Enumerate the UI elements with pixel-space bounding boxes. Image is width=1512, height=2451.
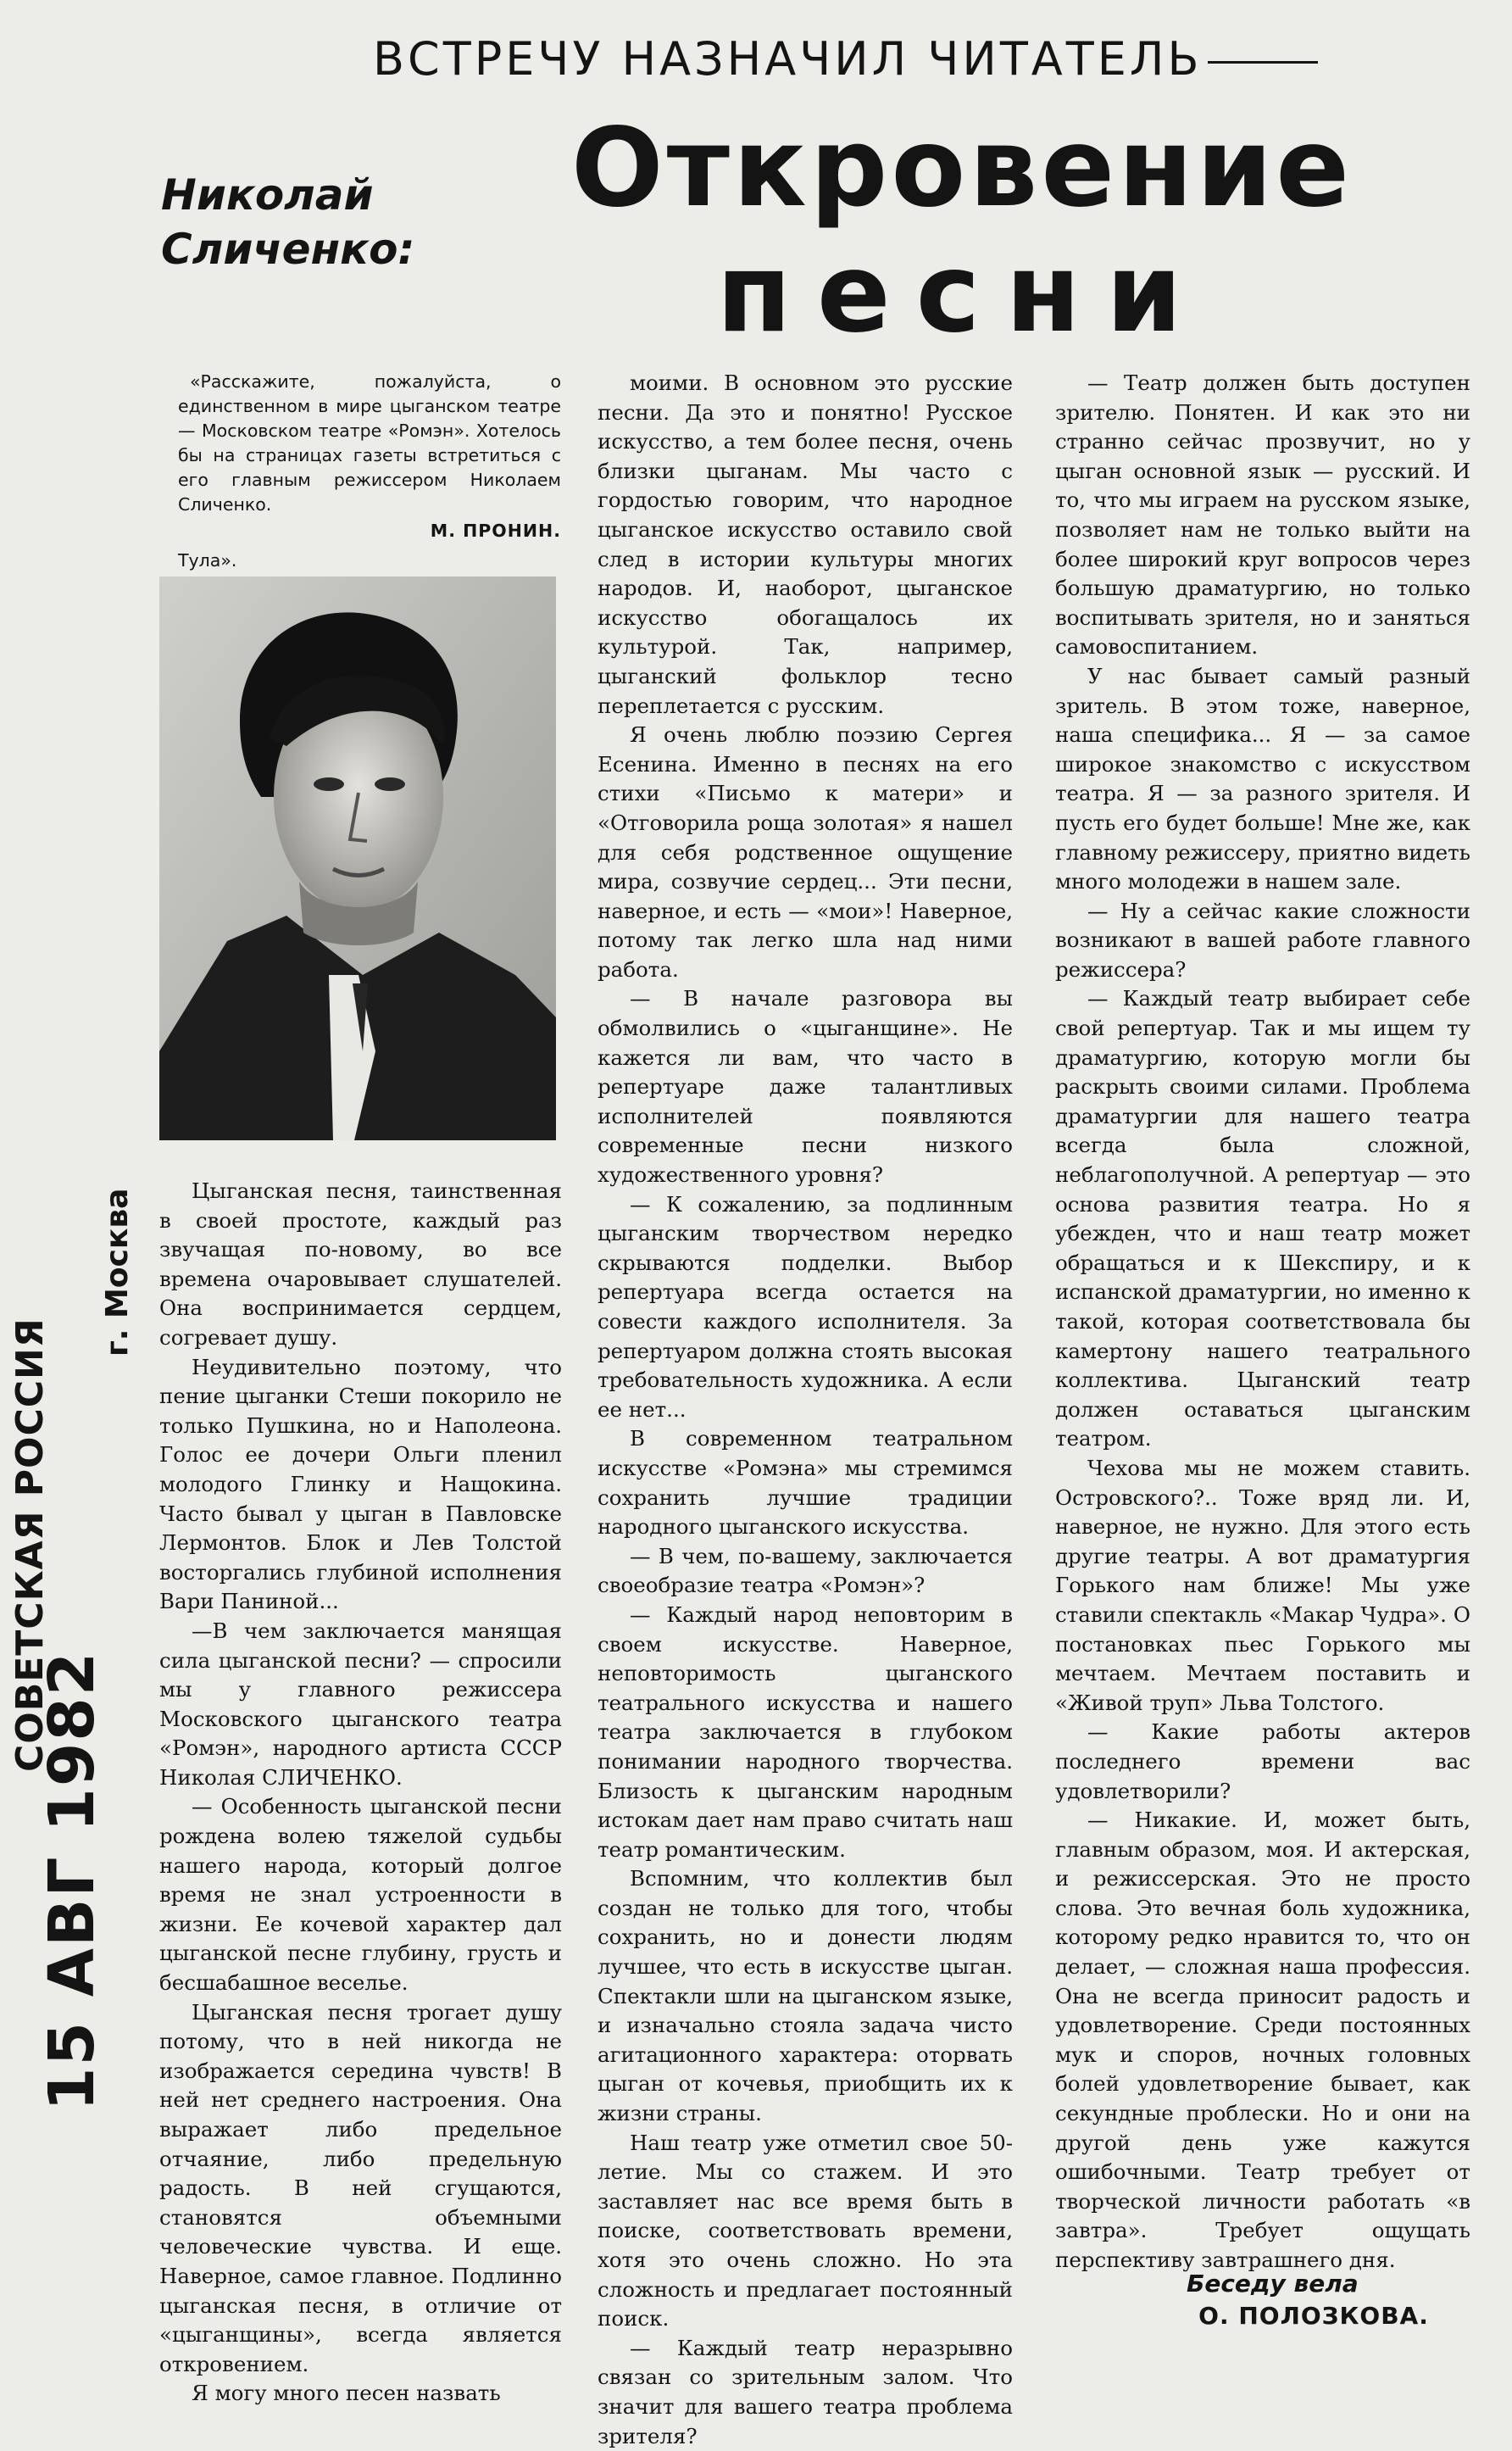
reader-letter [178,370,561,573]
paragraph: — Театр должен быть доступен зрителю. Понятен. И как это ни странно сейчас прозвучит, но у цыган основной язык — русский. И то, что мы играем на русском языке, позволяет нам не только выйти на более широкий круг вопросов через большую драматургию, но только воспитывать зрителя, но и заняться самовоспитанием. [1055,370,1470,660]
paragraph: — В чем, по-вашему, заключается своеобразие театра «Ромэн»? [598,1543,1013,1598]
stamp-date: 15 АВГ 1982 [36,1650,108,2111]
column-1 [159,1177,562,2409]
paragraph: — Каждый театр выбирает себе свой репертуар. Так и мы ищем ту драматургию, которую могли бы раскрыть своими силами. Проблема драматургии для нашего театра всегда была сложной, неблагополучной. А репертуар — это основа развития театра. Но я убежден, что и наш театр может обращаться и к Шекспиру, и к испанской драматургии, но именно к такой, которая соответствовала бы камертону нашего театрального коллектива. Цыганский театр должен оставаться цыганским театром. [1055,986,1470,1451]
name-line-last: Сличенко: [161,225,415,274]
kicker-text: ВСТРЕЧУ НАЗНАЧИЛ ЧИТАТЕЛЬ [373,32,1203,86]
interviewee-name [161,168,414,276]
paragraph: Я могу много песен назвать [192,2381,501,2406]
paragraph: В современном театральном искусстве «Ромэна» мы стремимся сохранить лучшие традиции народного цыганского искусства. [598,1426,1013,1540]
paragraph: — Ну а сейчас какие сложности возникают в вашей работе главного режиссера? [1055,898,1470,982]
paragraph: — Каждый народ неповторим в своем искусстве. Наверное, неповторимость цыганского театрального искусства и нашего театра заключается в глубоком понимании народного творчества. Близость к цыганским народным истокам дает нам право считать наш театр романтическим. [598,1602,1013,1862]
paragraph: У нас бывает самый разный зритель. В этом тоже, наверное, наша специфика... Я — за самое широкое знакомство с искусством театра. Я — за разного зрителя. И пусть его будет больше! Мне же, как главному режиссеру, приятно видеть много молодежи в нашем зале. [1055,663,1470,894]
kicker-rule [1208,61,1318,64]
headline-line1: Откровение [570,105,1354,231]
reader-letter-signature: М. ПРОНИН. [430,521,561,541]
paragraph: — К сожалению, за подлинным цыганским творчеством нередко скрываются подделки. Выбор репертуара всегда остается на совести каждого исполнителя. За репертуаром должна стоять высокая требовательность художника. А если ее нет... [598,1191,1013,1422]
paragraph: — Каждый театр неразрывно связан со зрительным залом. Что значит для вашего театра проблема зрителя? [598,2335,1013,2448]
byline [1187,2268,1441,2332]
stamp-city: г. Москва [100,1188,135,1356]
reader-letter-city: Тула». [178,550,237,571]
name-line-first: Николай [161,170,374,220]
stamp-newspaper-name: СОВЕТСКАЯ РОССИЯ [8,1317,52,1772]
paragraph: моими. В основном это русские песни. Да это и понятно! Русское искусство, а тем более песня, очень близки цыганам. Мы часто с гордостью говорим, что народное цыганское искусство оставило свой след в истории культуры многих народов. И, наоборот, цыганское искусство обогащалось их культурой. Так, например, цыганский фольклор тесно переплетается с русским. [598,370,1013,718]
reader-letter-text: «Расскажите, пожалуйста, о единственном в мире цыганском театре — Московском театре «Ромэн». Хотелось бы на страницах газеты встретиться с его главным режиссером Николаем Сличенко. [178,371,561,515]
portrait-photo [159,577,556,1140]
paragraph: Цыганская песня, таинственная в своей простоте, каждый раз звучащая по-новому, во все времена очаровывает слушателей. Она воспринимается сердцем, согревает душу. [159,1178,562,1350]
paragraph: Неудивительно поэтому, что пение цыганки Стеши покорило не только Пушкина, но и Наполеона. Голос ее дочери Ольги пленил молодого Глинку и Нащокина. Часто бывал у цыган в Павловске Лермонтов. Блок и Лев Толстой восторгались глубиной исполнения Вари Паниной... [159,1354,562,1614]
paragraph: — Особенность цыганской песни рождена волею тяжелой судьбы нашего народа, который долгое время не знал устроенности в жизни. Ее кочевой характер дал цыганской песне глубину, грусть и бесшабашное веселье. [159,1794,562,1996]
paragraph: Цыганская песня трогает душу потому, что в ней никогда не изображается середина чувств! В ней нет среднего настроения. Она выражает либо предельное отчаяние, либо предельную радость. В ней сгущаются, становятся объемными человеческие чувства. И еще. Наверное, самое главное. Подлинно цыганская песня, в отличие от «цыганщины», всегда является откровением. [159,1999,562,2376]
column-2 [598,369,1013,2451]
paragraph: Я очень люблю поэзию Сергея Есенина. Именно в песнях на его стихи «Письмо к матери» и «Отговорила роща золотая» я нашел для себя родственное ощущение мира, созвучие сердец... Эти песни, наверное, и есть — «мои»! Наверное, потому так легко шла над ними работа. [598,722,1013,982]
paragraph: — Никакие. И, может быть, главным образом, моя. И актерская, и режиссерская. Это не просто слова. Это вечная боль художника, которому редко нравится то, что он делает, — сложная наша профессия. Она не всегда приносит радость и удовлетворение. Среди постоянных мук и споров, ночных головных болей удовлетворение бывает, как секундные проблески. Но и они на другой день уже кажутся ошибочными. Театр требует от творческой личности работать «в завтра». Требует ощущать перспективу завтрашнего дня. [1055,1808,1470,2272]
byline-author: О. ПОЛОЗКОВА. [1198,2302,1429,2330]
headline-line2: песни [716,231,1208,357]
paragraph: — Какие работы актеров последнего времени вас удовлетворили? [1055,1719,1470,1803]
section-kicker [373,32,1475,86]
column-3 [1055,369,1470,2276]
paragraph: —В чем заключается манящая сила цыганской песни? — спросили мы у главного режиссера Московского цыганского театра «Ромэн», народного артиста СССР Николая СЛИЧЕНКО. [159,1618,562,1790]
paragraph: — В начале разговора вы обмолвились о «цыганщине». Не кажется ли вам, что часто в репертуаре даже талантливых исполнителей появляются современные песни низкого художественного уровня? [598,986,1013,1188]
paragraph: Чехова мы не можем ставить. Островского?.. Тоже вряд ли. И, наверное, не нужно. Для этого есть другие театры. А вот драматургия Горького нам ближе! Мы уже ставили спектакль «Макар Чудра». О постановках пьес Горького мы мечтаем. Мечтаем поставить и «Живой труп» Льва Толстого. [1055,1455,1470,1715]
byline-label: Беседу вела [1187,2270,1359,2298]
portrait-illustration [159,577,556,1140]
headline [470,105,1454,357]
paragraph: Вспомним, что коллектив был создан не только для того, чтобы сохранить, но и донести людям лучшее, что есть в искусстве цыган. Спектакли шли на цыганском языке, и изначально стояла задача чисто агитационного характера: оторвать цыган от кочевья, приобщить их к жизни страны. [598,1866,1013,2126]
paragraph: Наш театр уже отметил свое 50-летие. Мы со стажем. И это заставляет нас все время быть в поиске, соответствовать времени, хотя это очень сложно. Но эта сложность и предлагает постоянный поиск. [598,2130,1013,2331]
